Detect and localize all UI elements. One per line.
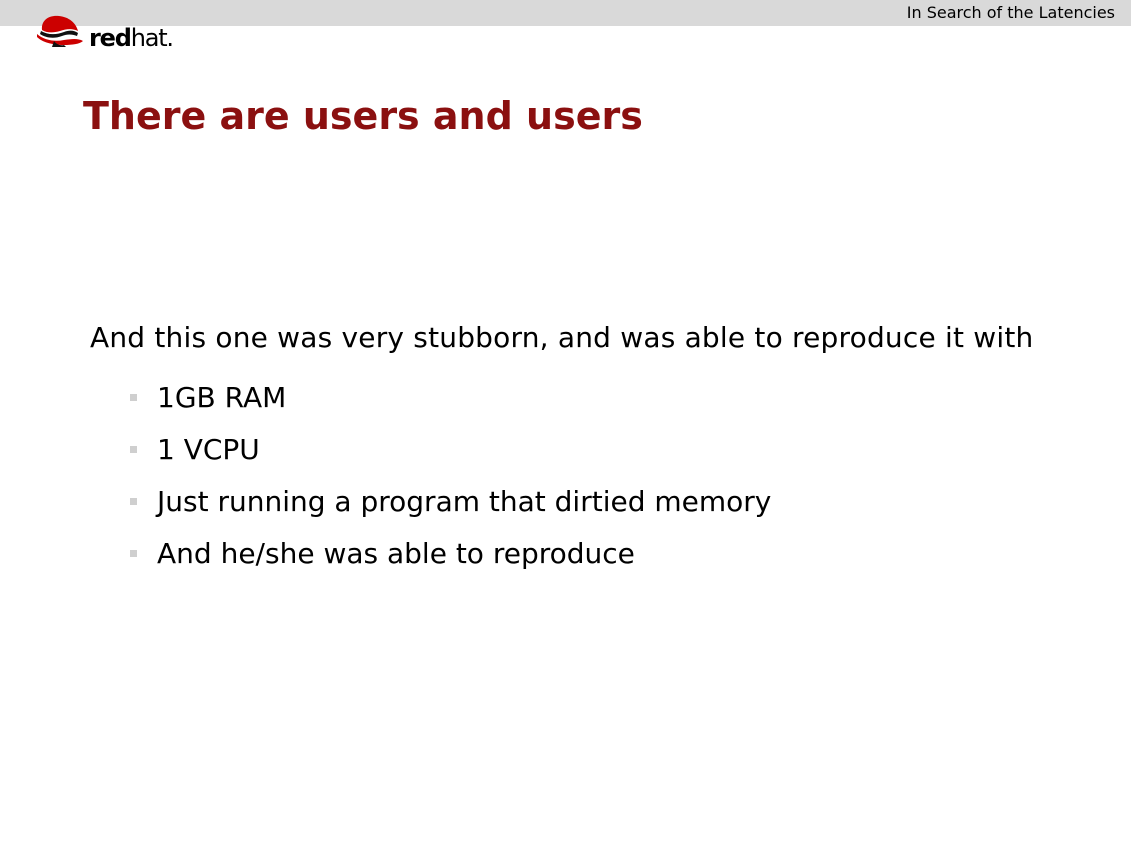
bullet-text: Just running a program that dirtied memory	[157, 485, 772, 518]
bullet-text: And he/she was able to reproduce	[157, 537, 635, 570]
redhat-logo	[36, 13, 186, 53]
red-hat-fedora-icon	[36, 13, 86, 49]
logo-wordmark: redhat.	[89, 24, 173, 52]
bullet-marker-icon	[130, 394, 137, 401]
intro-text: And this one was very stubborn, and was able to reproduce it with	[90, 321, 1034, 354]
bullet-marker-icon	[130, 550, 137, 557]
bullet-marker-icon	[130, 446, 137, 453]
bullet-text: 1 VCPU	[157, 433, 260, 466]
presentation-title: In Search of the Latencies	[906, 3, 1115, 22]
bullet-text: 1GB RAM	[157, 381, 287, 414]
bullet-marker-icon	[130, 498, 137, 505]
slide-title: There are users and users	[83, 94, 643, 138]
